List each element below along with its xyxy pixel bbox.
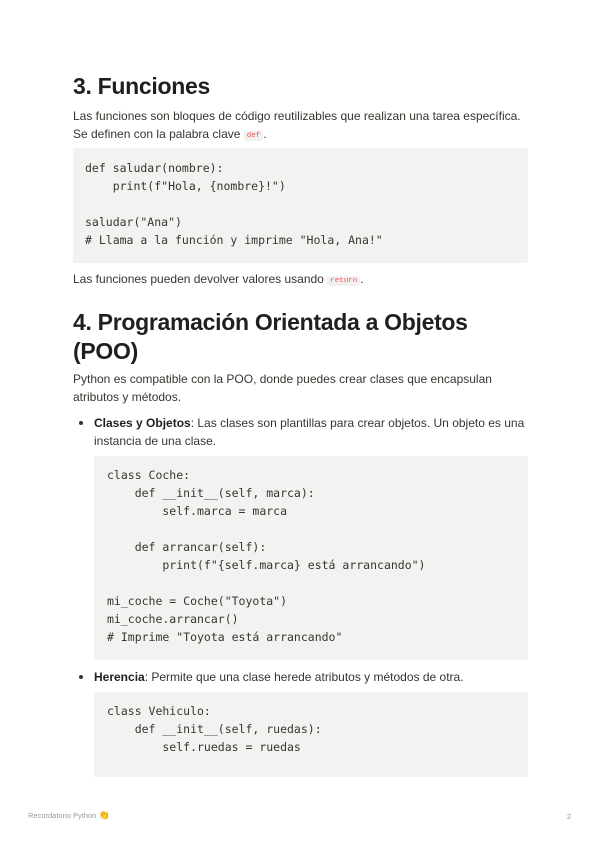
bullet-herencia [94,668,528,686]
return-end: . [360,272,364,286]
code-block-vehiculo[interactable]: class Vehiculo: def __init__(self, ruedas): self.ruedas = ruedas [94,692,528,777]
bullet-text: : Permite que una clase herede atributos y métodos de otra. [144,670,464,684]
def-keyword: def [244,131,264,141]
bullet-term: Herencia [94,670,145,684]
section-title-poo: 4. Programación Orientada a Objetos (POO) [73,309,468,364]
footer-document-title [28,810,110,821]
bullet-text: : Las clases son plantillas para crear objetos. Un objeto es una instancia de una clase. [94,416,525,448]
bullet-clases-objetos [94,414,528,450]
return-keyword: return [327,276,360,286]
funciones-intro-end: . [263,127,267,141]
funciones-intro-paragraph [73,107,528,145]
code-block-coche[interactable]: class Coche: def __init__(self, marca): self.marca = marca def arrancar(self): print(f"{self.marca} está arrancando") mi_coche = Coche("Toyota") mi_coche.arrancar() # Imprime "Toyota está arrancando" [94,456,528,660]
page-number: 2 [566,812,571,821]
return-text: Las funciones pueden devolver valores usando [73,272,324,286]
section-title-funciones: 3. Funciones [73,73,210,99]
bullet-term: Clases y Objetos [94,416,191,430]
code-block-saludar[interactable]: def saludar(nombre): print(f"Hola, {nombre}!") saludar("Ana") # Llama a la función y imprime "Hola, Ana!" [73,148,528,263]
footer-title-text: Recordatorio Python [28,811,97,820]
funciones-intro-text: Las funciones son bloques de código reutilizables que realizan una tarea específica. Se definen con la palabra clave [73,109,521,141]
poo-intro-paragraph: Python es compatible con la POO, donde puedes crear clases que encapsulan atributos y métodos. [73,372,492,404]
return-paragraph [73,270,528,290]
bullet-dot [79,675,83,679]
bullet-dot [79,421,83,425]
clapping-hands-icon: 👏 [98,810,110,820]
